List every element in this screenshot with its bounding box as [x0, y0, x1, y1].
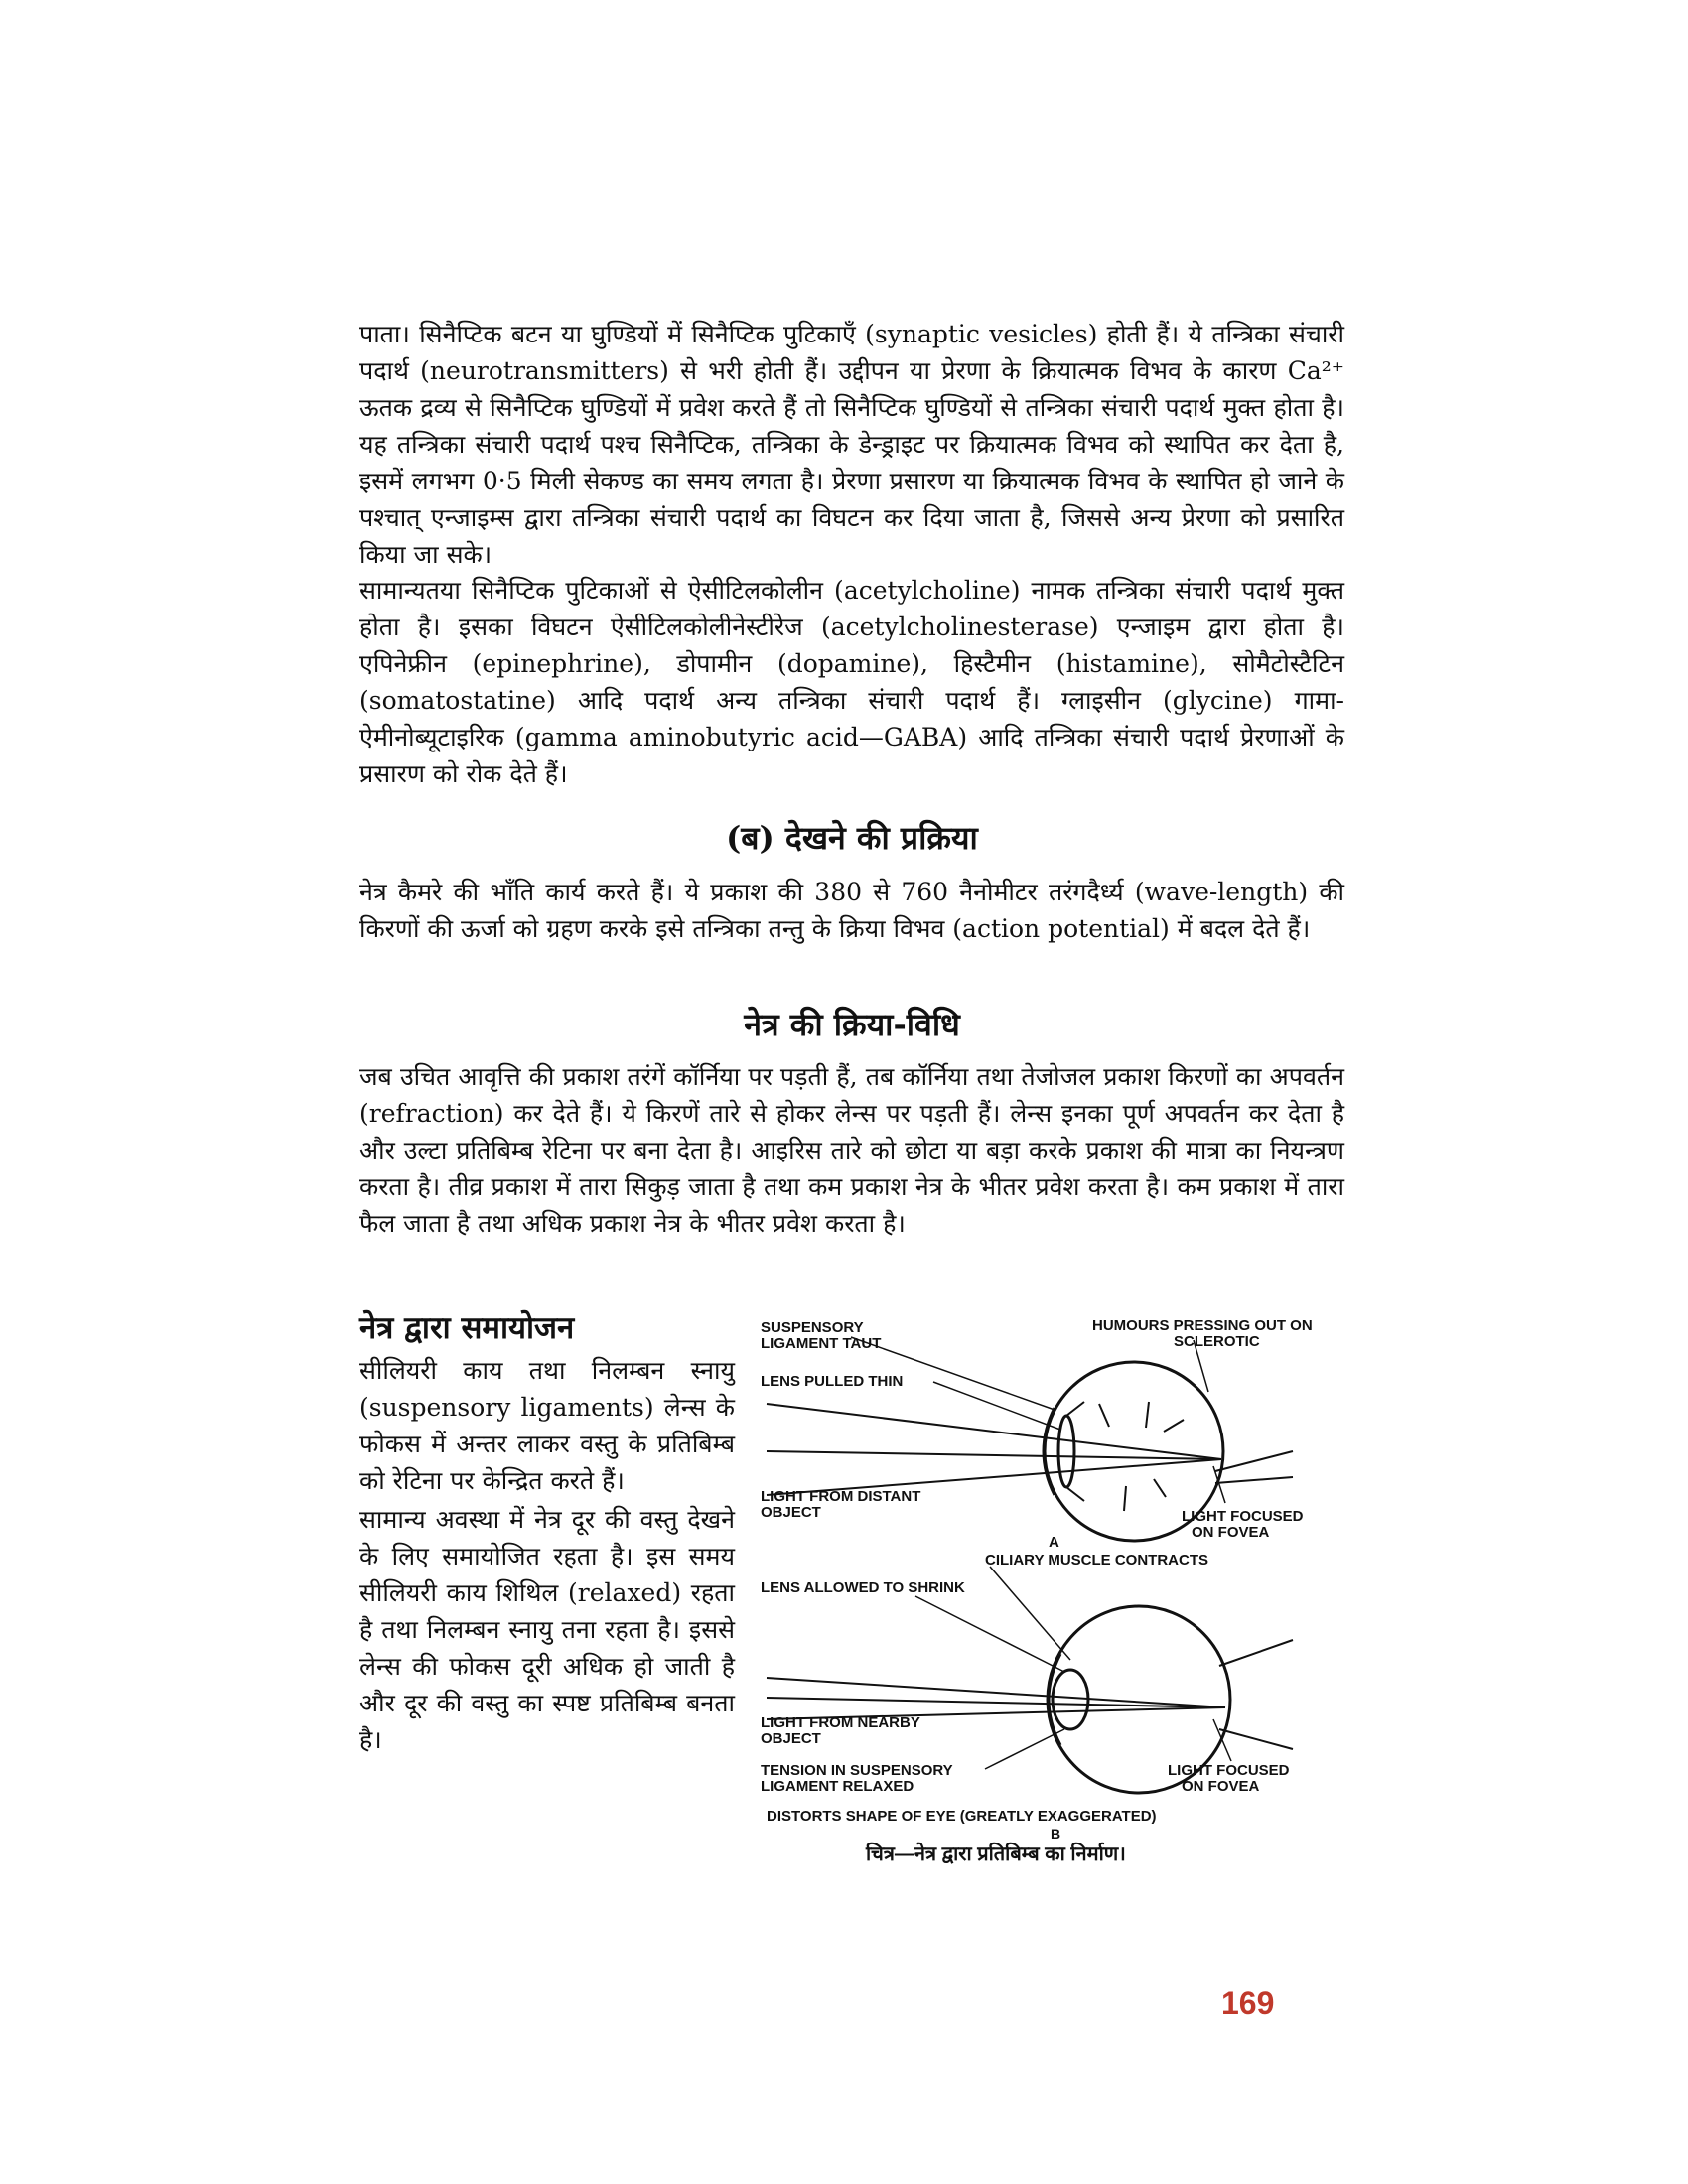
label-light-focused-b-1: LIGHT FOCUSED: [1168, 1762, 1290, 1779]
label-ciliary-contracts: CILIARY MUSCLE CONTRACTS: [985, 1552, 1208, 1569]
label-light-nearby-2: OBJECT: [761, 1730, 821, 1747]
paragraph-accommodation-1: सीलियरी काय तथा निलम्बन स्नायु (suspensory ligaments) लेन्स के फोकस में अन्तर लाकर वस्तु के प्रतिबिम्ब को रेटिना पर केन्द्रित करते हैं।: [359, 1356, 735, 1495]
paragraph-neurotransmitter-types: सामान्यतया सिनैप्टिक पुटिकाओं से ऐसीटिलकोलीन (acetylcholine) नामक तन्त्रिका संचारी पदार्थ मुक्त होता है। इसका विघटन ऐसीटिलकोलीनेस्टीरेज (acetylcholinesterase) एन्जाइम द्वारा होता है। एपिनेफ्रीन (epinephrine), डोपामीन (dopamine), हिस्टैमीन (histamine), सोमैटोस्टैटिन (somatostatine) आदि पदार्थ अन्य तन्त्रिका संचारी पदार्थ हैं। ग्लाइसीन (glycine) गामा-ऐमीनोब्यूटाइरिक (gamma aminobutyric acid—GABA) आदि तन्त्रिका संचारी पदार्थ प्रेरणाओं के प्रसारण को रोक देते हैं।: [359, 576, 1344, 788]
light-ray-a1: [767, 1404, 1221, 1459]
eye-accommodation-figure: [757, 1312, 1352, 1868]
label-light-distant-2: OBJECT: [761, 1504, 821, 1521]
pressure-arrow-a5: [1154, 1479, 1166, 1497]
label-light-focused-a-1: LIGHT FOCUSED: [1182, 1508, 1304, 1525]
optic-nerve-b2: [1219, 1729, 1293, 1749]
heading-eye-mechanism: नेत्र की क्रिया-विधि: [744, 1006, 960, 1043]
ligament-upper-a: [1066, 1402, 1084, 1416]
paragraph-eye-camera: नेत्र कैमरे की भाँति कार्य करते हैं। ये प्रकाश की 380 से 760 नैनोमीटर तरंगदैर्ध्य (wave-length) की किरणों की ऊर्जा को ग्रहण करके इसे तन्त्रिका तन्तु के क्रिया विभव (action potential) में बदल देते हैं।: [359, 878, 1344, 943]
pointer-lens-shrink: [915, 1596, 1064, 1672]
label-lens-thin: LENS PULLED THIN: [761, 1373, 904, 1390]
optic-nerve-a: [1215, 1451, 1293, 1471]
pointer-ciliary: [990, 1567, 1070, 1660]
pressure-arrow-a4: [1124, 1486, 1126, 1511]
lens-thick: [1053, 1670, 1088, 1729]
label-humours-2: SCLEROTIC: [1174, 1333, 1260, 1350]
label-light-focused-b-2: ON FOVEA: [1182, 1778, 1260, 1795]
page-number: 169: [1221, 1985, 1275, 2021]
label-light-focused-a-2: ON FOVEA: [1192, 1524, 1270, 1541]
figure-caption: चित्र—नेत्र द्वारा प्रतिबिम्ब का निर्माण।: [866, 1843, 1126, 1865]
optic-nerve-b: [1219, 1640, 1293, 1666]
paragraph-neurotransmitter-release: पाता। सिनैप्टिक बटन या घुण्डियों में सिनैप्टिक पुटिकाएँ (synaptic vesicles) होती हैं। ये तन्त्रिका संचारी पदार्थ (neurotransmitters) से भरी होती हैं। उद्दीपन या प्रेरणा के क्रियात्मक विभव के कारण Ca²⁺ ऊतक द्रव्य से सिनैप्टिक घुण्डियों में प्रवेश करते हैं तो सिनैप्टिक घुण्डियों से तन्त्रिका संचारी पदार्थ मुक्त होता है। यह तन्त्रिका संचारी पदार्थ पश्च सिनैप्टिक, तन्त्रिका के डेन्ड्राइट पर क्रियात्मक विभव को स्थापित कर देता है, इसमें लगभग 0·5 मिली सेकण्ड का समय लगता है। प्रेरणा प्रसारण या क्रियात्मक विभव के स्थापित हो जाने के पश्चात् एन्जाइम्स द्वारा तन्त्रिका संचारी पदार्थ का विघटन कर दिया जाता है, जिससे अन्य प्रेरणा को प्रसारित किया जा सके।: [359, 320, 1344, 569]
label-light-distant-1: LIGHT FROM DISTANT: [761, 1488, 921, 1505]
label-lens-shrink: LENS ALLOWED TO SHRINK: [761, 1579, 965, 1596]
eye-diagram-nearby: [767, 1567, 1293, 1793]
pointer-fovea-a: [1213, 1466, 1225, 1503]
label-humours-1: HUMOURS PRESSING OUT ON: [1092, 1317, 1313, 1334]
heading-accommodation: नेत्र द्वारा समायोजन: [359, 1310, 575, 1346]
paragraph-eye-mechanism: जब उचित आवृत्ति की प्रकाश तरंगें कॉर्निया पर पड़ती हैं, तब कॉर्निया तथा तेजोजल प्रकाश किरणों का अपवर्तन (refraction) कर देते हैं। ये किरणें तारे से होकर लेन्स पर पड़ती हैं। लेन्स इनका पूर्ण अपवर्तन कर देता है और उल्टा प्रतिबिम्ब रेटिना पर बना देता है। आइरिस तारे को छोटा या बड़ा करके प्रकाश की मात्रा का नियन्त्रण करता है। तीव्र प्रकाश में तारा सिकुड़ जाता है तथा कम प्रकाश नेत्र के भीतर प्रवेश करता है। कम प्रकाश में तारा फैल जाता है तथा अधिक प्रकाश नेत्र के भीतर प्रवेश करता है।: [359, 1062, 1344, 1238]
pressure-arrow-a3: [1164, 1420, 1184, 1432]
ligament-lower-a: [1066, 1487, 1084, 1501]
pointer-fovea-b: [1213, 1719, 1231, 1761]
heading-vision-process: (ब) देखने की प्रक्रिया: [726, 819, 978, 857]
optic-nerve-a2: [1215, 1477, 1293, 1483]
pressure-arrow-a2: [1146, 1402, 1149, 1428]
label-tension-2: LIGAMENT RELAXED: [761, 1778, 914, 1795]
paragraph-accommodation-2: सामान्य अवस्था में नेत्र दूर की वस्तु देखने के लिए समायोजित रहता है। इस समय सीलियरी काय शिथिल (relaxed) रहता है तथा निलम्बन स्नायु तना रहता है। इससे लेन्स की फोकस दूरी अधिक हो जाती है और दूर की वस्तु का स्पष्ट प्रतिबिम्ब बनता है।: [359, 1505, 735, 1754]
light-ray-a2: [767, 1451, 1221, 1459]
label-tension-1: TENSION IN SUSPENSORY: [761, 1762, 953, 1779]
label-figure-a: A: [1049, 1534, 1059, 1551]
lens-thin: [1058, 1416, 1074, 1487]
label-light-nearby-1: LIGHT FROM NEARBY: [761, 1714, 920, 1731]
pressure-arrow-a1: [1099, 1404, 1109, 1427]
label-suspensory-2: LIGAMENT TAUT: [761, 1335, 882, 1352]
pointer-tension: [985, 1729, 1064, 1769]
label-distorts-shape: DISTORTS SHAPE OF EYE (GREATLY EXAGGERATED): [767, 1808, 1157, 1825]
label-suspensory-1: SUSPENSORY: [761, 1319, 864, 1336]
label-figure-b: B: [1051, 1826, 1061, 1842]
